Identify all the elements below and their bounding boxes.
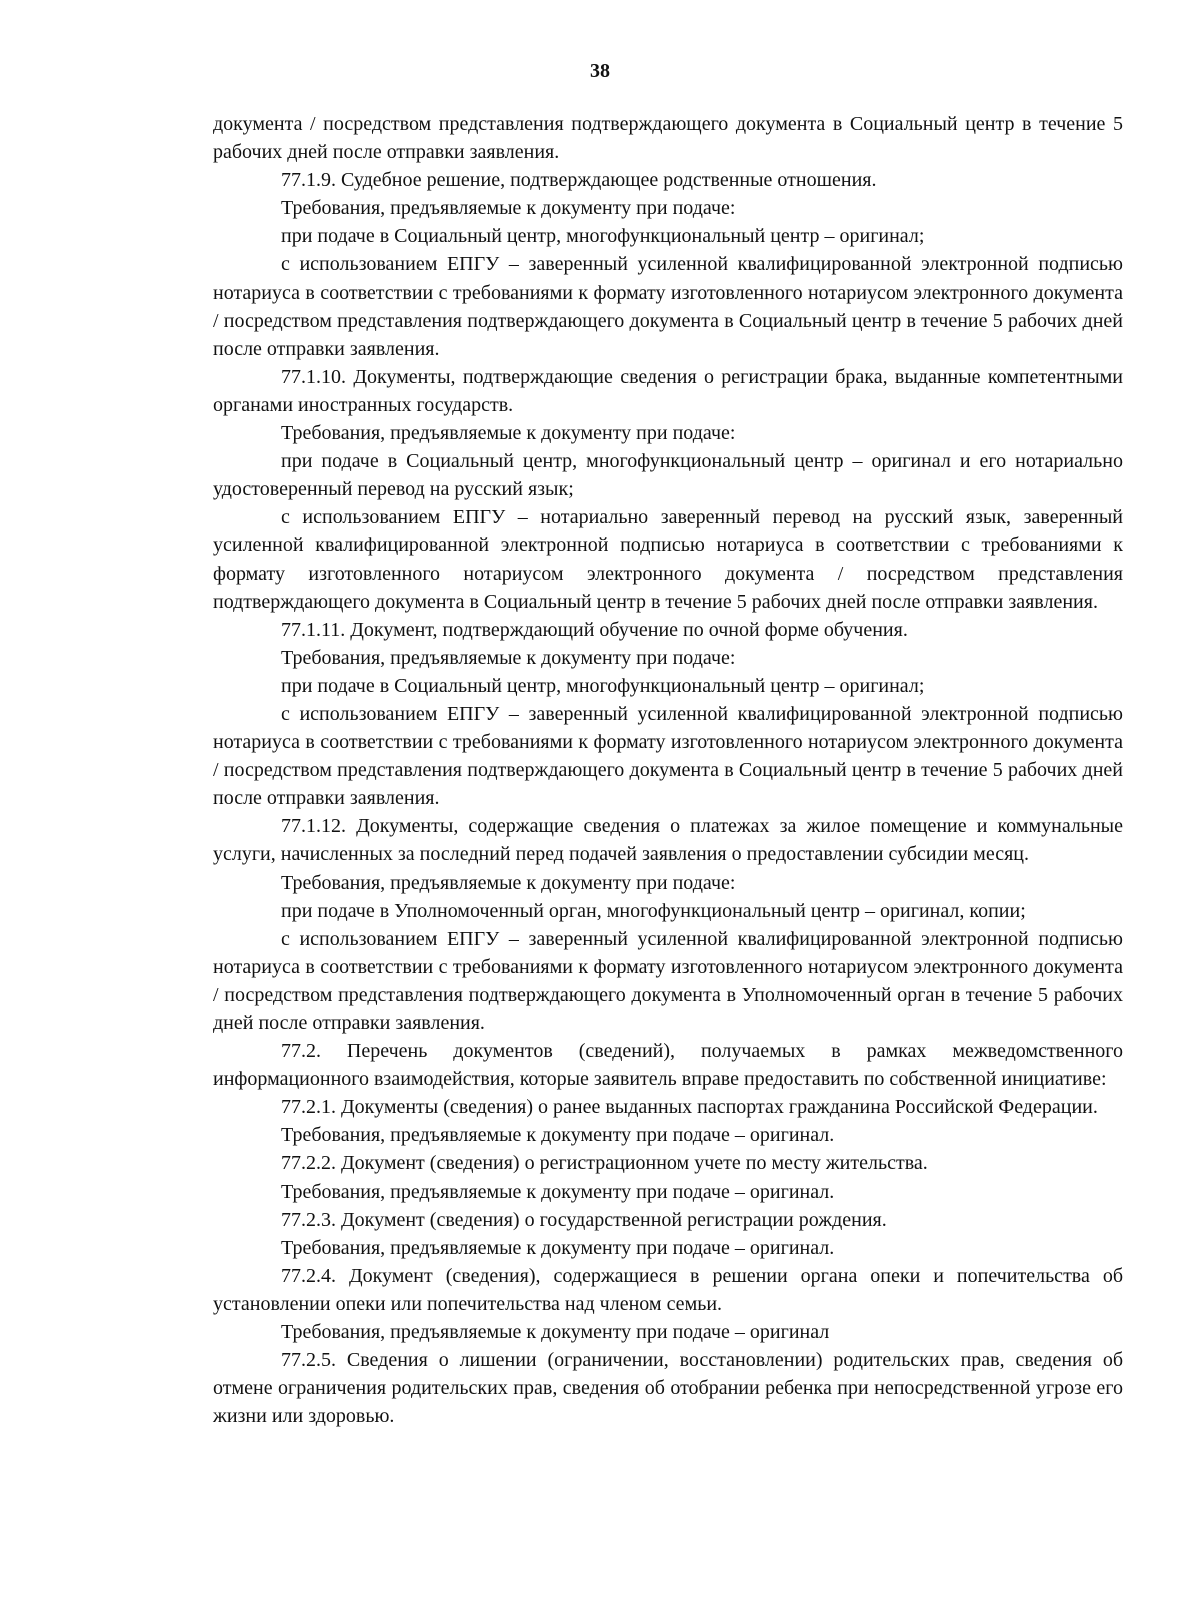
page-number: 38: [590, 60, 610, 82]
paragraph: Требования, предъявляемые к документу при подаче:: [281, 422, 736, 445]
paragraph: с использованием ЕПГУ – нотариально заверенный перевод на русский язык, заверенный усиленной квалифицированной электронной подписью нотариуса в соответствии с требованиями к формату изготовленного нотариусом электронного документа / посредством представления подтверждающего документа в Социальный центр в течение 5 рабочих дней после отправки заявления.: [213, 506, 1123, 613]
paragraph: 77.1.10. Документы, подтверждающие сведения о регистрации брака, выданные компетентными органами иностранных государств.: [213, 365, 1123, 416]
paragraph: 77.1.12. Документы, содержащие сведения о платежах за жилое помещение и коммунальные услуги, начисленных за последний перед подачей заявления о предоставлении субсидии месяц.: [213, 815, 1123, 866]
paragraph: Требования, предъявляемые к документу при подаче – оригинал.: [281, 1236, 835, 1259]
paragraph: с использованием ЕПГУ – заверенный усиленной квалифицированной электронной подписью нотариуса в соответствии с требованиями к формату изготовленного нотариусом электронного документа / посредством представления подтверждающего документа в Социальный центр в течение 5 рабочих дней после отправки заявления.: [213, 253, 1123, 360]
paragraph: Требования, предъявляемые к документу при подаче:: [281, 646, 736, 669]
paragraph: 77.2.1. Документы (сведения) о ранее выданных паспортах гражданина Российской Федерации.: [281, 1096, 1098, 1119]
paragraph: при подаче в Социальный центр, многофункциональный центр – оригинал;: [281, 225, 925, 248]
paragraph: Требования, предъявляемые к документу при подаче – оригинал.: [281, 1124, 835, 1147]
paragraph: Требования, предъявляемые к документу при подаче:: [281, 197, 736, 220]
paragraph: при подаче в Социальный центр, многофункциональный центр – оригинал;: [281, 674, 925, 697]
paragraph: документа / посредством представления подтверждающего документа в Социальный центр в течение 5 рабочих дней после отправки заявления.: [213, 113, 1123, 164]
paragraph: 77.1.11. Документ, подтверждающий обучение по очной форме обучения.: [281, 618, 908, 641]
paragraph: 77.2.2. Документ (сведения) о регистрационном учете по месту жительства.: [281, 1152, 928, 1175]
paragraph: Требования, предъявляемые к документу при подаче:: [281, 871, 736, 894]
document-body: [213, 110, 1123, 1430]
paragraph: при подаче в Уполномоченный орган, многофункциональный центр – оригинал, копии;: [281, 899, 1026, 922]
paragraph: 77.2.3. Документ (сведения) о государственной регистрации рождения.: [281, 1208, 887, 1231]
paragraph: при подаче в Социальный центр, многофункциональный центр – оригинал и его нотариально удостоверенный перевод на русский язык;: [213, 450, 1123, 501]
paragraph: с использованием ЕПГУ – заверенный усиленной квалифицированной электронной подписью нотариуса в соответствии с требованиями к формату изготовленного нотариусом электронного документа / посредством представления подтверждающего документа в Социальный центр в течение 5 рабочих дней после отправки заявления.: [213, 702, 1123, 810]
paragraph: 77.2.5. Сведения о лишении (ограничении, восстановлении) родительских прав, сведения об отмене ограничения родительских прав, сведения об отобрании ребенка при непосредственной угрозе его жизни или здоровью.: [213, 1349, 1123, 1428]
paragraph: Требования, предъявляемые к документу при подаче – оригинал: [281, 1321, 830, 1344]
paragraph: Требования, предъявляемые к документу при подаче – оригинал.: [281, 1180, 835, 1203]
paragraph: 77.2.4. Документ (сведения), содержащиеся в решении органа опеки и попечительства об установлении опеки или попечительства над членом семьи.: [213, 1264, 1123, 1315]
paragraph: 77.1.9. Судебное решение, подтверждающее родственные отношения.: [281, 169, 877, 192]
paragraph: с использованием ЕПГУ – заверенный усиленной квалифицированной электронной подписью нотариуса в соответствии с требованиями к формату изготовленного нотариусом электронного документа / посредством представления подтверждающего документа в Уполномоченный орган в течение 5 рабочих дней после отправки заявления.: [213, 927, 1123, 1034]
paragraph: 77.2. Перечень документов (сведений), получаемых в рамках межведомственного информационного взаимодействия, которые заявитель вправе предоставить по собственной инициативе:: [213, 1040, 1123, 1091]
